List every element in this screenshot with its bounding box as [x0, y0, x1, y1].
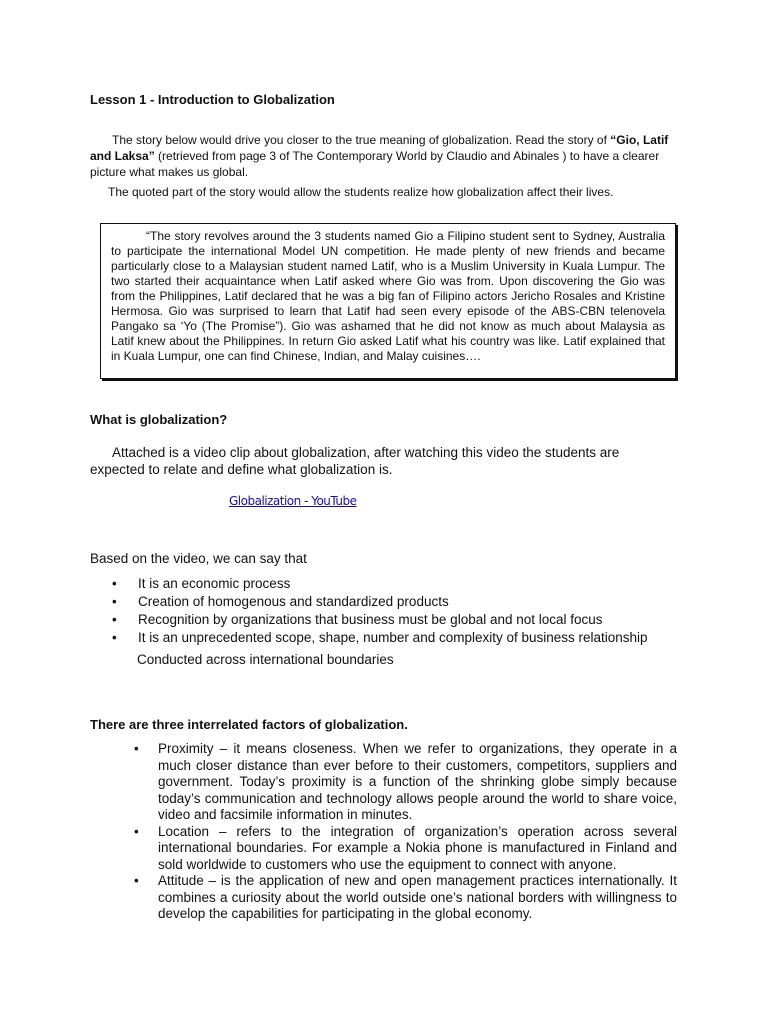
factors-heading: There are three interrelated factors of globalization. — [90, 717, 408, 732]
based-on-lead: Based on the video, we can say that — [90, 551, 307, 566]
story-title: “Gio, Latif and Laksa” — [90, 133, 669, 163]
factor-location: • Location – refers to the integration of organization’s operation across several international boundaries. For example a Nokia phone is manufactured in Finland and sold worldwide to customers who use the equipment to connect with anyone. — [112, 824, 677, 874]
list-item: • It is an unprecedented scope, shape, number and complexity of business relationship — [90, 629, 648, 647]
intro-text-1: The story below would drive you closer to the true meaning of globalization. Read the story of — [112, 133, 611, 147]
list-item: • Creation of homogenous and standardized products — [90, 593, 648, 611]
factors-list — [112, 741, 677, 923]
youtube-link[interactable]: Globalization - YouTube — [229, 494, 357, 508]
story-text: “The story revolves around the 3 students named Gio a Filipino student sent to Sydney, Australia to participate the international Model UN competition. He made plenty of new friends and became particularly close to a Malaysian student named Latif, who is a Muslim University in Kuala Lumpur. The two started their acquaintance when Latif asked where Gio was from. Upon discovering the Gio was from the Philippines, Latif declared that he was a big fan of Filipino actors Jericho Rosales and Kristine Hermosa. Gio was surprised to learn that Latif had seen every episode of the ABS-CBN telenovela Pangako sa ‘Yo (The Promise”). Gio was ashamed that he did not know as much about Malaysia as Latif knew about the Philippines. In return Gio asked Latif what his country was like. Latif explained that in Kuala Lumpur, one can find Chinese, Indian, and Malay cuisines…. — [111, 229, 665, 363]
intro-text-2: (retrieved from page 3 of The Contemporary World by Claudio and Abinales ) to have a clearer picture what makes us global. — [90, 149, 660, 179]
quoted-note: The quoted part of the story would allow the students realize how globalization affect their lives. — [108, 185, 614, 199]
story-box — [100, 223, 676, 379]
factor-proximity: • Proximity – it means closeness. When we refer to organizations, they operate in a much closer distance than ever before to their customers, competitors, suppliers and government. Today’s proximity is a function of the shrinking globe simply because today’s communication and technology allows people around the world to share voice, video and facsimile information in minutes. — [112, 741, 677, 824]
intro-paragraph — [90, 132, 678, 180]
lesson-title: Lesson 1 - Introduction to Globalization — [90, 92, 335, 107]
factor-attitude: • Attitude – is the application of new and open management practices internationally. It combines a curiosity about the world outside one’s national borders with willingness to develop the capabilities for participating in the global economy. — [112, 873, 677, 923]
list-item: • Recognition by organizations that business must be global and not local focus — [90, 611, 648, 629]
video-paragraph: Attached is a video clip about globalization, after watching this video the students are expected to relate and define what globalization is. — [90, 445, 620, 477]
video-points-list — [90, 575, 648, 647]
what-is-heading: What is globalization? — [90, 412, 228, 427]
continuation-text: Conducted across international boundaries — [137, 652, 394, 667]
list-item: • It is an economic process — [90, 575, 648, 593]
